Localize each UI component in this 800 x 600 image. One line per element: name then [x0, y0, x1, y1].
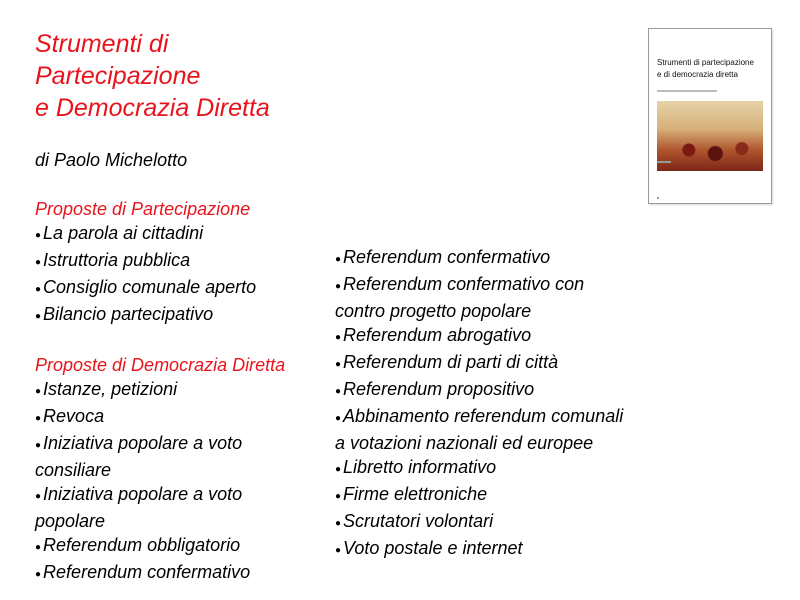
bullet-icon: ● [35, 413, 42, 424]
list-item [35, 482, 305, 533]
bullet-icon: ● [335, 545, 342, 556]
list-item-text: Referendum confermativo [343, 247, 551, 267]
list-item [35, 404, 305, 431]
thumbnail-date-line [657, 161, 671, 163]
spacer [35, 329, 305, 353]
bullet-icon: ● [335, 518, 342, 529]
list-item-text: Referendum di parti di città [343, 352, 559, 372]
list-item [35, 377, 305, 404]
thumbnail-subtitle-line [657, 90, 717, 92]
bullet-icon: ● [35, 542, 42, 553]
list-item [335, 455, 635, 482]
author-line: di Paolo Michelotto [35, 150, 188, 170]
bullet-icon: ● [335, 491, 342, 502]
bullet-icon: ● [35, 569, 42, 580]
bullet-icon: ● [35, 311, 42, 322]
list-item-text: Bilancio partecipativo [43, 304, 214, 324]
page-title: Strumenti di Partecipazione e Democrazia Diretta [35, 30, 270, 122]
list-item-text: Iniziativa popolare a voto consiliare [35, 433, 243, 480]
bullet-icon: ● [335, 413, 342, 424]
bullet-icon: ● [335, 254, 342, 265]
list-item-text: La parola ai cittadini [43, 223, 204, 243]
list-item-text: Iniziativa popolare a voto popolare [35, 484, 243, 531]
section-heading-direct-democracy: Proposte di Democrazia Diretta [35, 355, 286, 375]
list-item-text: Firme elettroniche [343, 484, 488, 504]
list-item [335, 272, 635, 323]
list-item-text: Consiglio comunale aperto [43, 277, 257, 297]
list-item [335, 245, 635, 272]
list-item-text: Referendum confermativo [43, 562, 251, 582]
list-item [35, 302, 305, 329]
bullet-icon: ● [335, 281, 342, 292]
list-item-text: Voto postale e internet [343, 538, 523, 558]
list-item-text: Istruttoria pubblica [43, 250, 191, 270]
list-item [35, 431, 305, 482]
list-item [335, 377, 635, 404]
bullet-icon: ● [335, 386, 342, 397]
list-item-text: Referendum propositivo [343, 379, 535, 399]
thumbnail-photo [657, 101, 763, 171]
list-item [35, 560, 305, 587]
list-item [35, 221, 305, 248]
list-item [335, 482, 635, 509]
list-item-text: Scrutatori volontari [343, 511, 494, 531]
thumbnail-page-mark [657, 197, 659, 199]
right-column [335, 245, 635, 563]
list-item [335, 350, 635, 377]
bullet-icon: ● [35, 230, 42, 241]
list-item [335, 404, 635, 455]
list-item-text: Abbinamento referendum comunali a votazioni nazionali ed europee [335, 406, 624, 453]
section-heading-participation: Proposte di Partecipazione [35, 199, 251, 219]
list-item-text: Istanze, petizioni [43, 379, 178, 399]
bullet-icon: ● [35, 491, 42, 502]
thumbnail-title: Strumenti di partecipazione e di democrazia diretta [657, 58, 754, 79]
left-column [35, 197, 305, 587]
list-item-text: Referendum obbligatorio [43, 535, 241, 555]
bullet-icon: ● [35, 257, 42, 268]
list-item [35, 248, 305, 275]
bullet-icon: ● [35, 284, 42, 295]
bullet-icon: ● [335, 332, 342, 343]
list-item [335, 536, 635, 563]
bullet-icon: ● [335, 464, 342, 475]
list-item-text: Referendum confermativo con contro progetto popolare [335, 274, 585, 321]
list-item-text: Referendum abrogativo [343, 325, 532, 345]
bullet-icon: ● [35, 440, 42, 451]
bullet-icon: ● [335, 359, 342, 370]
list-item [335, 323, 635, 350]
list-item [35, 275, 305, 302]
bullet-icon: ● [35, 386, 42, 397]
list-item [35, 533, 305, 560]
list-item-text: Libretto informativo [343, 457, 497, 477]
list-item [335, 509, 635, 536]
list-item-text: Revoca [43, 406, 105, 426]
book-cover-thumbnail [648, 28, 772, 204]
